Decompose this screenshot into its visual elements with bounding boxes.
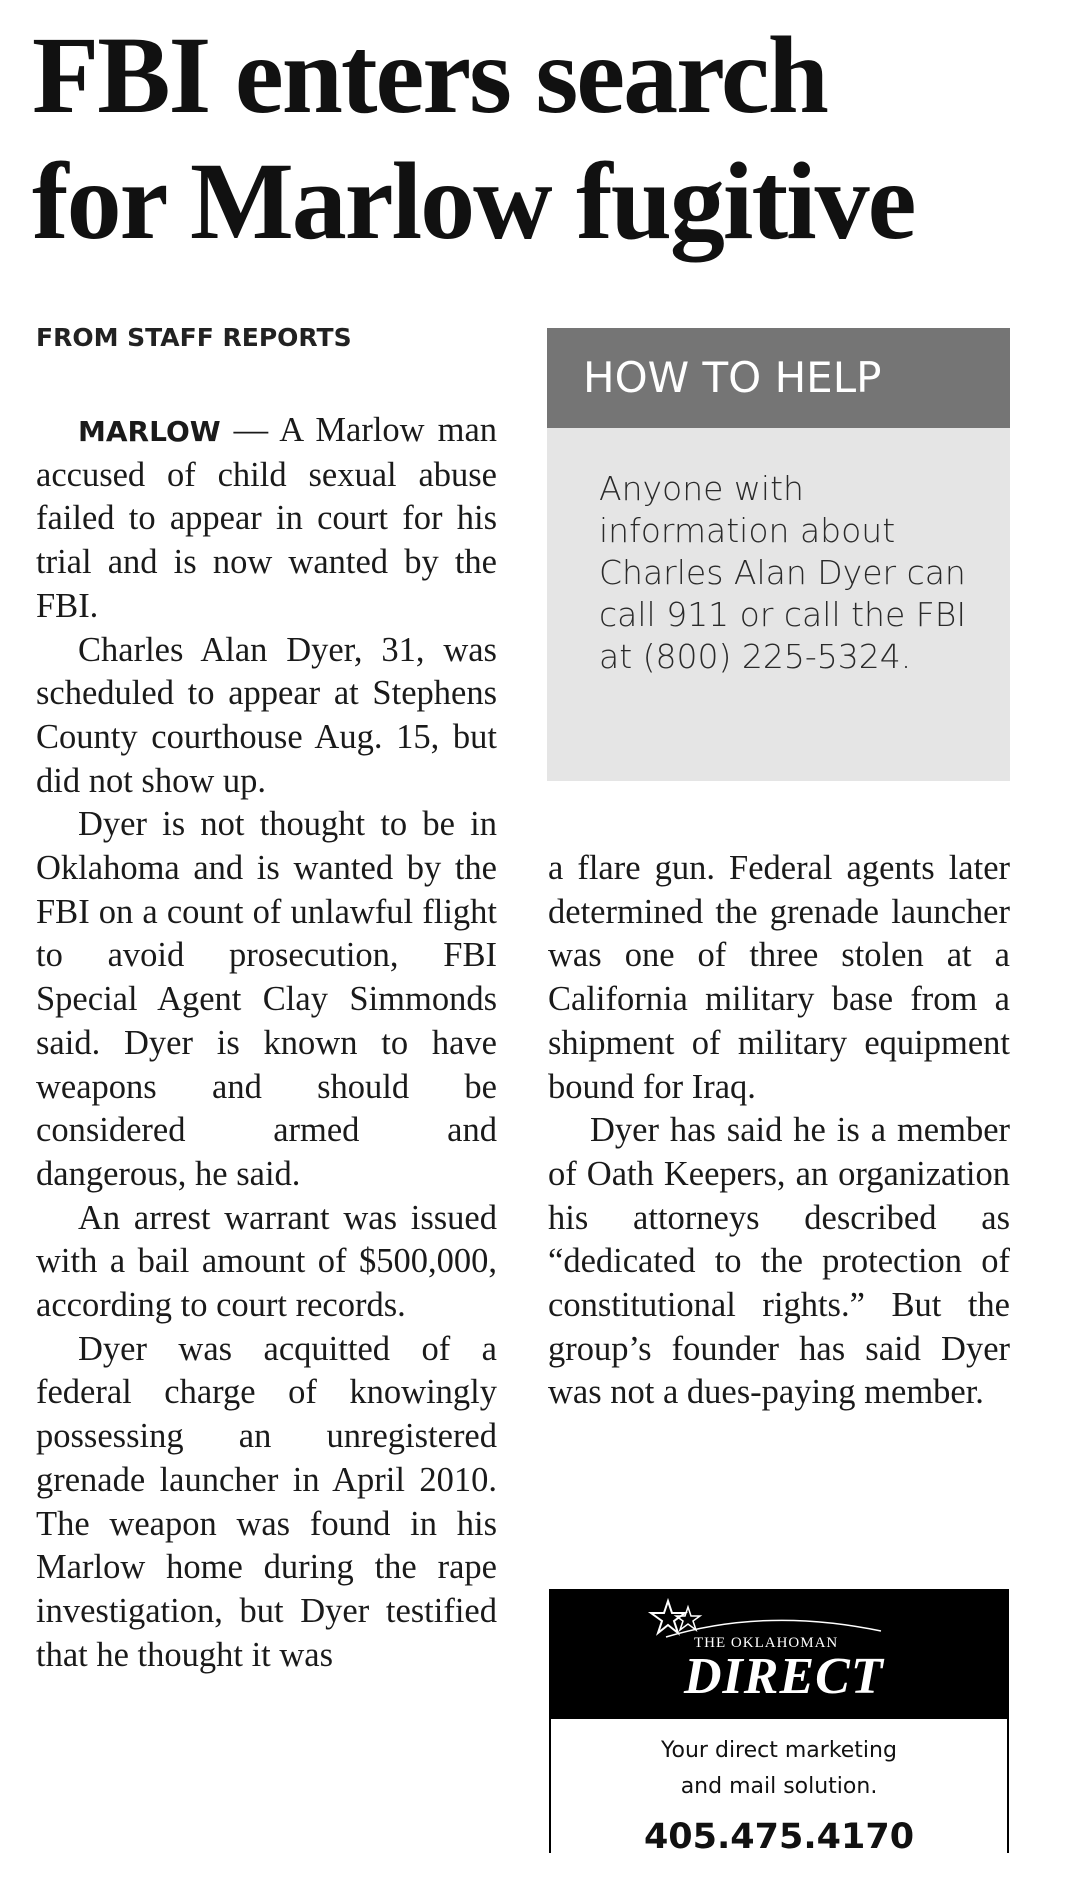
ad-tagline xyxy=(551,1733,1007,1805)
ad-tagline-line-2: and mail solution. xyxy=(680,1774,878,1799)
paragraph-text: — A Marlow man accused of child sexual abuse failed to appear in court for his trial and is now wanted by the FBI. xyxy=(36,411,498,625)
paragraph: Dyer was acquitted of a federal charge of knowingly possessing an unregistered grenade launcher in April 2010. The weapon was found in his Marlow home during the rape investigation, but Dyer testified that he thought it was xyxy=(36,1329,497,1674)
help-box-body: Anyone with information about Charles Alan Dyer can call 911 or call the FBI at (800) 225-5324. xyxy=(599,469,967,676)
byline: FROM STAFF REPORTS xyxy=(36,323,352,352)
ad-phone: 405.475.4170 xyxy=(643,1817,915,1857)
ad-tagline-line-1: Your direct marketing xyxy=(661,1738,897,1763)
paragraph: a flare gun. Federal agents later determined the grenade launcher was one of three stolen at a California military base from a shipment of military equipment bound for Iraq. xyxy=(548,849,1010,1106)
ad-brand-small: THE OKLAHOMAN xyxy=(694,1635,839,1651)
paragraph: Dyer is not thought to be in Oklahoma and is wanted by the FBI on a count of unlawful flight to avoid prosecution, FBI Special Agent Clay Simmonds said. Dyer is known to have weapons and should be considered armed and dangerous, he said. xyxy=(36,805,497,1193)
article-column-left xyxy=(36,409,497,1677)
paragraph: Dyer has said he is a member of Oath Keepers, an organization his attorneys described as “dedicated to the protection of constitutional rights.” But the group’s founder has said Dyer was not a dues-paying member. xyxy=(548,1111,1010,1412)
how-to-help-box xyxy=(547,328,1010,781)
headline-line-1: FBI enters search xyxy=(32,14,827,136)
headline-line-2: for Marlow fugitive xyxy=(32,140,915,262)
headline xyxy=(32,12,1052,264)
advertisement xyxy=(549,1589,1009,1857)
help-box-title: HOW TO HELP xyxy=(547,328,1010,428)
paragraph: An arrest warrant was issued with a bail amount of $500,000, according to court records. xyxy=(36,1198,497,1325)
paragraph xyxy=(36,409,497,629)
ad-brand-big: DIRECT xyxy=(684,1648,884,1705)
ad-logo-banner xyxy=(551,1589,1007,1719)
dateline: MARLOW xyxy=(78,415,221,448)
paragraph: Charles Alan Dyer, 31, was scheduled to appear at Stephens County courthouse Aug. 15, but did not show up. xyxy=(36,630,497,800)
article-column-right xyxy=(548,847,1010,1415)
